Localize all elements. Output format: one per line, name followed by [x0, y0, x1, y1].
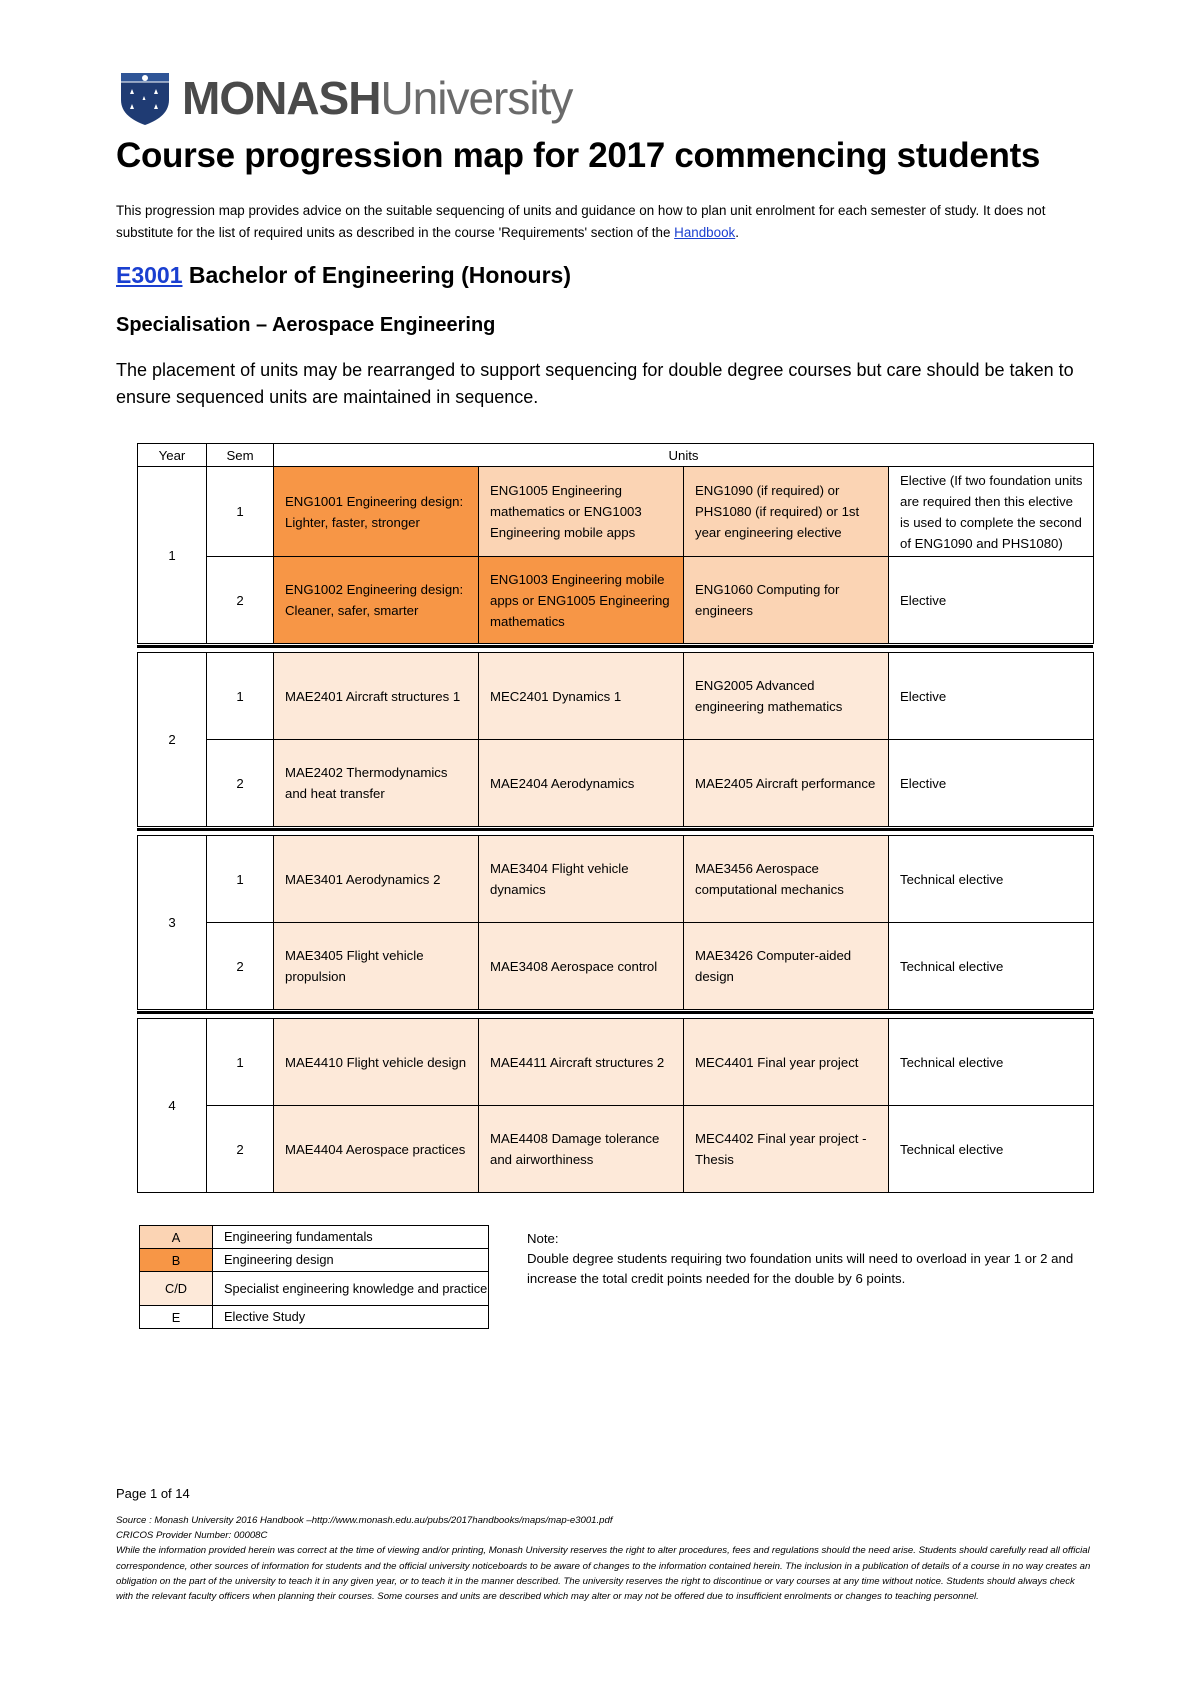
year-number: 4 — [168, 1098, 176, 1113]
semester-number: 1 — [236, 688, 244, 704]
unit-text: MAE4404 Aerospace practices — [285, 1141, 466, 1157]
unit-cell[interactable] — [478, 1018, 684, 1106]
legend-row — [139, 1305, 489, 1329]
footer — [116, 1513, 1091, 1604]
legend-row — [139, 1225, 489, 1249]
unit-text: ENG1001 Engineering design: Lighter, faster, stronger — [285, 493, 464, 530]
unit-cell[interactable] — [273, 1105, 479, 1193]
unit-cell[interactable] — [273, 739, 479, 827]
wordmark-light: University — [380, 72, 573, 124]
semester-cell — [206, 1018, 274, 1106]
unit-cell[interactable] — [478, 466, 684, 557]
unit-cell[interactable] — [888, 739, 1094, 827]
year-cell — [137, 466, 207, 644]
legend-code: C/D — [139, 1271, 213, 1306]
year-cell — [137, 652, 207, 827]
handbook-link[interactable]: Handbook — [674, 225, 736, 240]
unit-cell[interactable] — [478, 556, 684, 644]
unit-cell[interactable] — [888, 1105, 1094, 1193]
unit-text: MEC4402 Final year project - Thesis — [695, 1131, 867, 1167]
unit-text: ENG1005 Engineering mathematics or ENG1003 Engineering mobile apps — [490, 483, 642, 540]
unit-text: MAE3426 Computer-aided design — [695, 948, 852, 984]
semester-number: 1 — [236, 1054, 244, 1070]
unit-cell[interactable] — [888, 556, 1094, 644]
header-year-label: Year — [158, 447, 186, 463]
unit-cell[interactable] — [683, 739, 889, 827]
progression-table — [137, 443, 1093, 1202]
semester-cell — [206, 922, 274, 1010]
unit-text: MAE4410 Flight vehicle design — [285, 1054, 467, 1070]
unit-cell[interactable] — [273, 922, 479, 1010]
legend-code: A — [139, 1225, 213, 1249]
year-cell — [137, 835, 207, 1010]
unit-text: MAE4408 Damage tolerance and airworthiness — [490, 1131, 660, 1167]
unit-text: Elective — [900, 592, 947, 608]
year-number: 2 — [168, 732, 176, 747]
year-divider — [137, 645, 1093, 648]
legend-description: Specialist engineering knowledge and practice — [212, 1271, 489, 1306]
legend-code: E — [139, 1305, 213, 1329]
unit-text: Technical elective — [900, 958, 1004, 974]
unit-cell[interactable] — [888, 835, 1094, 923]
unit-text: MAE2405 Aircraft performance — [695, 775, 876, 791]
year-divider — [137, 828, 1093, 831]
unit-cell[interactable] — [683, 556, 889, 644]
unit-cell[interactable] — [683, 1018, 889, 1106]
unit-cell[interactable] — [683, 835, 889, 923]
year-cell — [137, 1018, 207, 1193]
monash-wordmark — [182, 71, 572, 125]
year-divider — [137, 1011, 1093, 1014]
course-name: Bachelor of Engineering (Honours) — [182, 262, 571, 288]
course-code-link[interactable]: E3001 — [116, 262, 183, 288]
unit-text: MAE2401 Aircraft structures 1 — [285, 688, 461, 704]
specialisation-heading: Specialisation – Aerospace Engineering — [116, 314, 496, 336]
unit-cell[interactable] — [273, 652, 479, 740]
unit-text: Elective — [900, 688, 947, 704]
unit-text: MAE3456 Aerospace computational mechanics — [695, 861, 844, 897]
unit-text: MAE3401 Aerodynamics 2 — [285, 871, 441, 887]
unit-text: MEC2401 Dynamics 1 — [490, 688, 622, 704]
header-sem-label: Sem — [226, 447, 254, 463]
course-heading — [116, 262, 571, 289]
unit-text: ENG1003 Engineering mobile apps or ENG1005 Engineering mathematics — [490, 571, 670, 629]
semester-number: 2 — [236, 1141, 244, 1157]
unit-cell[interactable] — [273, 835, 479, 923]
unit-cell[interactable] — [888, 466, 1094, 557]
legend-description: Engineering design — [212, 1248, 489, 1272]
page-title: Course progression map for 2017 commencing students — [116, 136, 1041, 175]
monash-crest-icon — [118, 70, 172, 126]
unit-text: MAE3405 Flight vehicle propulsion — [285, 948, 424, 984]
semester-number: 1 — [236, 871, 244, 887]
unit-cell[interactable] — [683, 652, 889, 740]
unit-cell[interactable] — [683, 1105, 889, 1193]
unit-text: Technical elective — [900, 1141, 1004, 1157]
monash-logo[interactable] — [118, 70, 572, 126]
unit-cell[interactable] — [273, 1018, 479, 1106]
legend-row — [139, 1271, 489, 1306]
unit-cell[interactable] — [683, 922, 889, 1010]
intro-end: . — [735, 225, 739, 240]
wordmark-bold: MONASH — [182, 72, 381, 124]
unit-cell[interactable] — [683, 466, 889, 557]
header-sem — [206, 443, 274, 467]
footer-source: Source : Monash University 2016 Handbook –http://www.monash.edu.au/pubs/2017handbooks/maps/map-e3001.pdf — [116, 1515, 613, 1526]
unit-cell[interactable] — [273, 466, 479, 557]
header-units — [273, 443, 1094, 467]
unit-cell[interactable] — [478, 1105, 684, 1193]
note-block — [527, 1229, 1087, 1289]
header-year — [137, 443, 207, 467]
semester-cell — [206, 556, 274, 644]
unit-text: ENG1002 Engineering design: Cleaner, safer, smarter — [285, 582, 464, 618]
unit-text: MAE2404 Aerodynamics — [490, 775, 635, 791]
header-units-label: Units — [668, 447, 699, 463]
unit-text: Technical elective — [900, 871, 1004, 887]
unit-cell[interactable] — [273, 556, 479, 644]
note-label: Note: — [527, 1231, 559, 1246]
unit-cell[interactable] — [478, 835, 684, 923]
page-number: Page 1 of 14 — [116, 1486, 190, 1501]
footer-cricos: CRICOS Provider Number: 00008C — [116, 1530, 268, 1542]
semester-cell — [206, 835, 274, 923]
semester-cell — [206, 739, 274, 827]
unit-text: MAE2402 Thermodynamics and heat transfer — [285, 765, 448, 801]
intro-paragraph — [116, 200, 1091, 244]
unit-text: Elective — [900, 775, 947, 791]
semester-cell — [206, 652, 274, 740]
unit-text: MAE4411 Aircraft structures 2 — [490, 1054, 665, 1070]
unit-cell[interactable] — [888, 1018, 1094, 1106]
legend-description: Elective Study — [212, 1305, 489, 1329]
unit-text: MAE3404 Flight vehicle dynamics — [490, 861, 629, 897]
unit-cell[interactable] — [478, 739, 684, 827]
intro-text: This progression map provides advice on the suitable sequencing of units and guidance on how to plan unit enrolment for each semester of study. It does not substitute for the list of required units as described in the course 'Requirements' section of the — [116, 203, 1046, 240]
placement-note: The placement of units may be rearranged to support sequencing for double degree courses but care should be taken to ensure sequenced units are maintained in sequence. — [116, 360, 1074, 407]
legend-code: B — [139, 1248, 213, 1272]
note-text: Double degree students requiring two foundation units will need to overload in year 1 or 2 and increase the total credit points needed for the double by 6 points. — [527, 1251, 1074, 1286]
footer-disclaimer: While the information provided herein was correct at the time of viewing and/or printing, Monash University reserves the right to alter procedures, fees and regulations should the need arise. Students should carefully read all official correspondence, other sources of information for students and the official university noticeboards to be aware of changes to the information contained herein. The inclusion in a publication of details of a course in no way creates an obligation on the part of the university to teach it in any given year, or to teach it in the manner described. The university reserves the right to discontinue or vary courses at any time without notice. Students should always check with the relevant faculty officers when planning their courses. Some courses and units are described which may alter or may not be offered due to insufficient enrolments or changes to teaching personnel. — [116, 1545, 1091, 1603]
year-number: 1 — [168, 547, 176, 563]
unit-cell[interactable] — [888, 922, 1094, 1010]
unit-text: Technical elective — [900, 1054, 1004, 1070]
semester-number: 1 — [236, 504, 244, 519]
unit-text: Elective (If two foundation units are required then this elective is used to complete the second of ENG1090 and PHS1080) — [900, 472, 1083, 551]
semester-cell — [206, 466, 274, 557]
semester-cell — [206, 1105, 274, 1193]
unit-text: ENG2005 Advanced engineering mathematics — [695, 678, 843, 714]
legend-row — [139, 1248, 489, 1272]
unit-cell[interactable] — [478, 922, 684, 1010]
semester-number: 2 — [236, 775, 244, 791]
unit-cell[interactable] — [478, 652, 684, 740]
semester-number: 2 — [236, 592, 244, 608]
semester-number: 2 — [236, 958, 244, 974]
unit-text: MEC4401 Final year project — [695, 1054, 859, 1070]
unit-cell[interactable] — [888, 652, 1094, 740]
legend-description: Engineering fundamentals — [212, 1225, 489, 1249]
unit-text: ENG1090 (if required) or PHS1080 (if required) or 1st year engineering elective — [695, 483, 860, 540]
unit-text: ENG1060 Computing for engineers — [695, 582, 840, 618]
year-number: 3 — [168, 915, 176, 930]
unit-text: MAE3408 Aerospace control — [490, 958, 658, 974]
